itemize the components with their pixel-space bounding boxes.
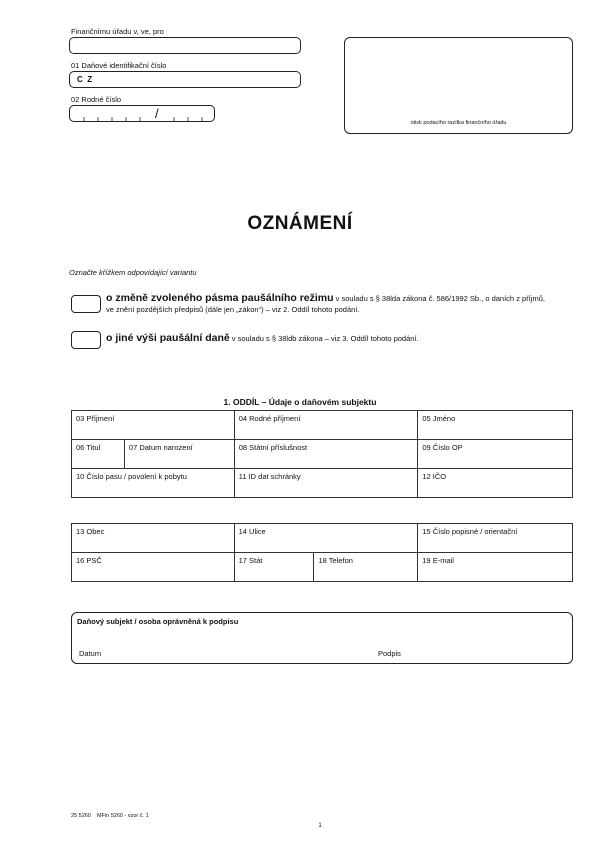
field-datum-narozeni[interactable]: 07 Datum narození — [124, 440, 234, 469]
signature-date-label: Datum — [79, 649, 102, 658]
option-jina-dan-bold: o jiné výši paušální daně — [106, 332, 230, 344]
option-pasmo-bold: o změně zvoleného pásma paušálního režimu — [106, 292, 334, 304]
option-pasmo-checkbox[interactable] — [71, 295, 101, 313]
section1-heading: 1. ODDÍL – Údaje o daňovém subjektu — [223, 397, 377, 407]
field-psc[interactable]: 16 PSČ — [72, 553, 235, 582]
field-telefon[interactable]: 18 Telefon — [314, 553, 418, 582]
option-pasmo-text — [106, 293, 576, 315]
birth-number-field[interactable] — [69, 105, 215, 122]
section1-table — [71, 410, 573, 498]
option-pasmo-desc2: ve znění pozdějších předpisů (dále jen „zákon“) – viz 2. Oddíl tohoto podání. — [106, 305, 360, 314]
field-obec[interactable]: 13 Obec — [72, 524, 235, 553]
signature-heading: Daňový subjekt / osoba oprávněná k podpisu — [77, 617, 239, 626]
option-jina-dan-desc: v souladu s § 38ldb zákona – viz 3. Oddíl tohoto podání. — [229, 334, 419, 343]
birth-number-ticks — [70, 106, 216, 123]
field-email[interactable]: 19 E-mail — [418, 553, 573, 582]
instruction-text: Označte křížkem odpovídající variantu — [69, 268, 197, 277]
field-cislo-popisne[interactable]: 15 Číslo popisné / orientační — [418, 524, 573, 553]
signature-sign-label: Podpis — [378, 649, 401, 658]
field-ulice[interactable]: 14 Ulice — [234, 524, 418, 553]
tax-id-label: 01 Daňové identifikační číslo — [71, 61, 167, 70]
field-cislo-pasu[interactable]: 10 Číslo pasu / povolení k pobytu — [72, 469, 235, 498]
field-stat[interactable]: 17 Stát — [234, 553, 314, 582]
field-ico[interactable]: 12 IČO — [418, 469, 573, 498]
field-prijmeni[interactable]: 03 Příjmení — [72, 411, 235, 440]
option-jina-dan-checkbox[interactable] — [71, 331, 101, 349]
office-label: Finančnímu úřadu v, ve, pro — [71, 27, 164, 36]
field-cislo-op[interactable]: 09 Číslo OP — [418, 440, 573, 469]
stamp-label: otisk podacího razítka finančního úřadu — [410, 120, 507, 126]
tax-id-field[interactable] — [69, 71, 301, 88]
birth-number-separator: / — [155, 106, 159, 121]
field-rodne-prijmeni[interactable]: 04 Rodné příjmení — [234, 411, 418, 440]
page-number: 1 — [318, 823, 322, 829]
option-pasmo-desc: v souladu s § 38lda zákona č. 586/1992 Sb., o daních z příjmů, — [333, 294, 545, 303]
field-id-datove-schranky[interactable]: 11 ID dat schránky — [234, 469, 418, 498]
form-code: 25 5260 MFin 5260 - vzor č. 1 — [71, 813, 149, 819]
office-field[interactable] — [69, 37, 301, 54]
tax-id-prefix: C Z — [77, 75, 93, 84]
field-statni-prislusnost[interactable]: 08 Státní příslušnost — [234, 440, 418, 469]
birth-number-label: 02 Rodné číslo — [71, 95, 122, 104]
field-jmeno[interactable]: 05 Jméno — [418, 411, 573, 440]
page-title: OZNÁMENÍ — [247, 213, 353, 234]
address-table — [71, 523, 573, 582]
stamp-box — [344, 37, 573, 134]
option-jina-dan-text — [106, 333, 576, 344]
field-titul[interactable]: 06 Titul — [72, 440, 125, 469]
signature-box — [71, 612, 573, 664]
